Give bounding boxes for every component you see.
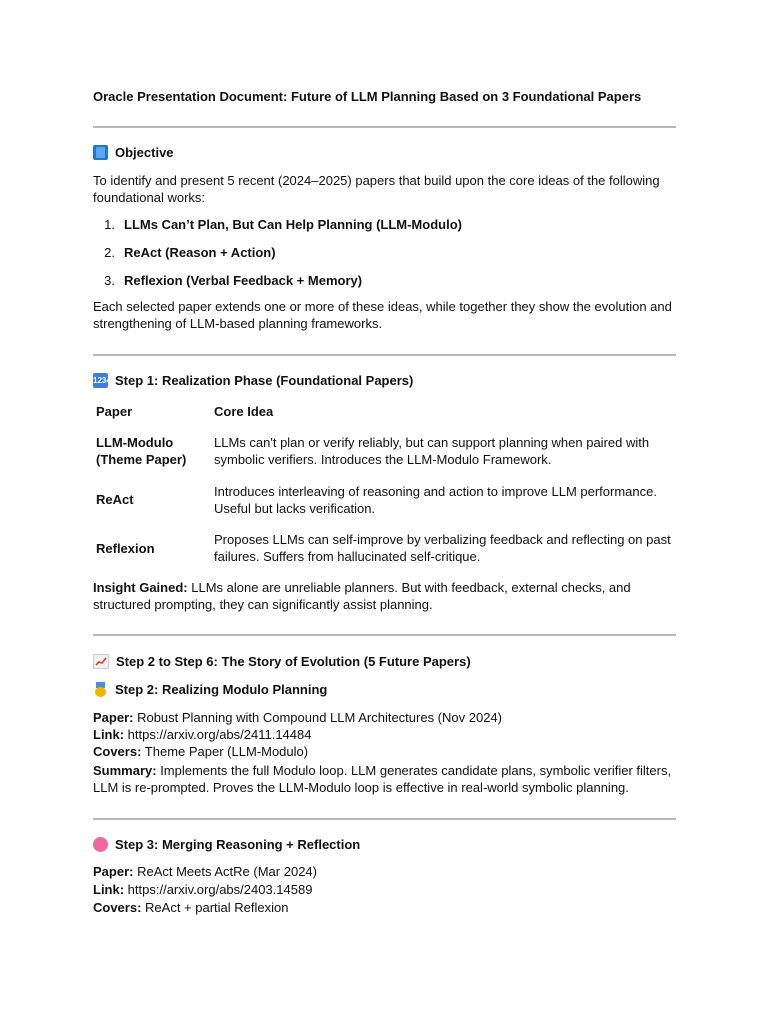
link-value[interactable]: https://arxiv.org/abs/2403.14589 [124, 882, 313, 897]
insight-paragraph [93, 579, 676, 613]
step2-paper-line [93, 709, 676, 726]
paper-label: Paper: [93, 710, 134, 725]
step1-heading [93, 372, 413, 389]
objective-heading [93, 144, 174, 161]
link-label: Link: [93, 727, 125, 742]
step3-link-line [93, 881, 676, 898]
list-number: 3. [104, 273, 115, 288]
step3-heading [93, 836, 360, 853]
step2-summary-line [93, 762, 676, 796]
chart-increasing-icon [93, 654, 109, 669]
table-cell-paper: LLM-Modulo (Theme Paper) [96, 435, 187, 467]
table-header-core-idea: Core Idea [214, 404, 274, 419]
link-value[interactable]: https://arxiv.org/abs/2411.14484 [124, 727, 312, 742]
book-icon [93, 145, 108, 160]
objective-closing: Each selected paper extends one or more of these ideas, while together they show the evolution and strengthening of LLM-based planning frameworks. [93, 299, 672, 331]
insight-label: Insight Gained: [93, 580, 188, 595]
step2-link-line [93, 726, 676, 743]
covers-label: Covers: [93, 744, 142, 759]
divider [93, 354, 676, 356]
step1-heading-text: Step 1: Realization Phase (Foundational Papers) [115, 373, 414, 388]
table-cell-idea: Proposes LLMs can self-improve by verbalizing feedback and reflecting on past failures. Suffers from hallucinated self-critique. [214, 532, 671, 564]
summary-value: Implements the full Modulo loop. LLM generates candidate plans, symbolic verifier filters, LLM is re-prompted. Proves the LLM-Modulo loop is effective in real-world symbolic planning. [93, 763, 672, 795]
step2-heading-text: Step 2: Realizing Modulo Planning [115, 682, 328, 697]
objective-heading-text: Objective [115, 145, 174, 160]
table-cell-idea: LLMs can't plan or verify reliably, but can support planning when paired with symbolic verifiers. Introduces the LLM-Modulo Framework. [214, 435, 650, 467]
objective-intro: To identify and present 5 recent (2024–2025) papers that build upon the core ideas of the following foundational works: [93, 173, 660, 205]
covers-value: ReAct + partial Reflexion [141, 900, 289, 915]
covers-value: Theme Paper (LLM-Modulo) [141, 744, 309, 759]
step2-covers-line [93, 743, 676, 760]
link-label: Link: [93, 882, 125, 897]
evolution-heading [93, 653, 471, 670]
divider [93, 126, 676, 128]
divider [93, 634, 676, 636]
table-cell-paper: ReAct [96, 492, 134, 507]
brain-icon [93, 837, 108, 852]
list-number: 2. [104, 245, 115, 260]
paper-value: ReAct Meets ActRe (Mar 2024) [133, 864, 317, 879]
covers-label: Covers: [93, 900, 142, 915]
step3-paper-line [93, 863, 676, 880]
insight-text: LLMs alone are unreliable planners. But with feedback, external checks, and structured prompting, they can significantly assist planning. [93, 580, 631, 612]
list-item [93, 272, 362, 289]
list-text: ReAct (Reason + Action) [124, 245, 276, 260]
evolution-heading-text: Step 2 to Step 6: The Story of Evolution (5 Future Papers) [116, 654, 471, 669]
list-item [93, 244, 276, 261]
step3-covers-line [93, 899, 676, 916]
list-text: LLMs Can’t Plan, But Can Help Planning (LLM-Modulo) [124, 217, 462, 232]
step2-heading [93, 681, 327, 698]
divider [93, 818, 676, 820]
paper-label: Paper: [93, 864, 134, 879]
list-number: 1. [104, 217, 115, 232]
document-title: Oracle Presentation Document: Future of LLM Planning Based on 3 Foundational Papers [93, 89, 642, 104]
step3-heading-text: Step 3: Merging Reasoning + Reflection [115, 837, 361, 852]
table-header-paper: Paper [96, 404, 133, 419]
table-cell-idea: Introduces interleaving of reasoning and action to improve LLM performance. Useful but lacks verification. [214, 484, 657, 516]
summary-label: Summary: [93, 763, 157, 778]
list-text: Reflexion (Verbal Feedback + Memory) [124, 273, 363, 288]
medal-icon [93, 682, 108, 697]
paper-value: Robust Planning with Compound LLM Architectures (Nov 2024) [133, 710, 502, 725]
list-item [93, 216, 462, 233]
numbers-icon: 1234 [93, 373, 108, 388]
table-cell-paper: Reflexion [96, 541, 155, 556]
